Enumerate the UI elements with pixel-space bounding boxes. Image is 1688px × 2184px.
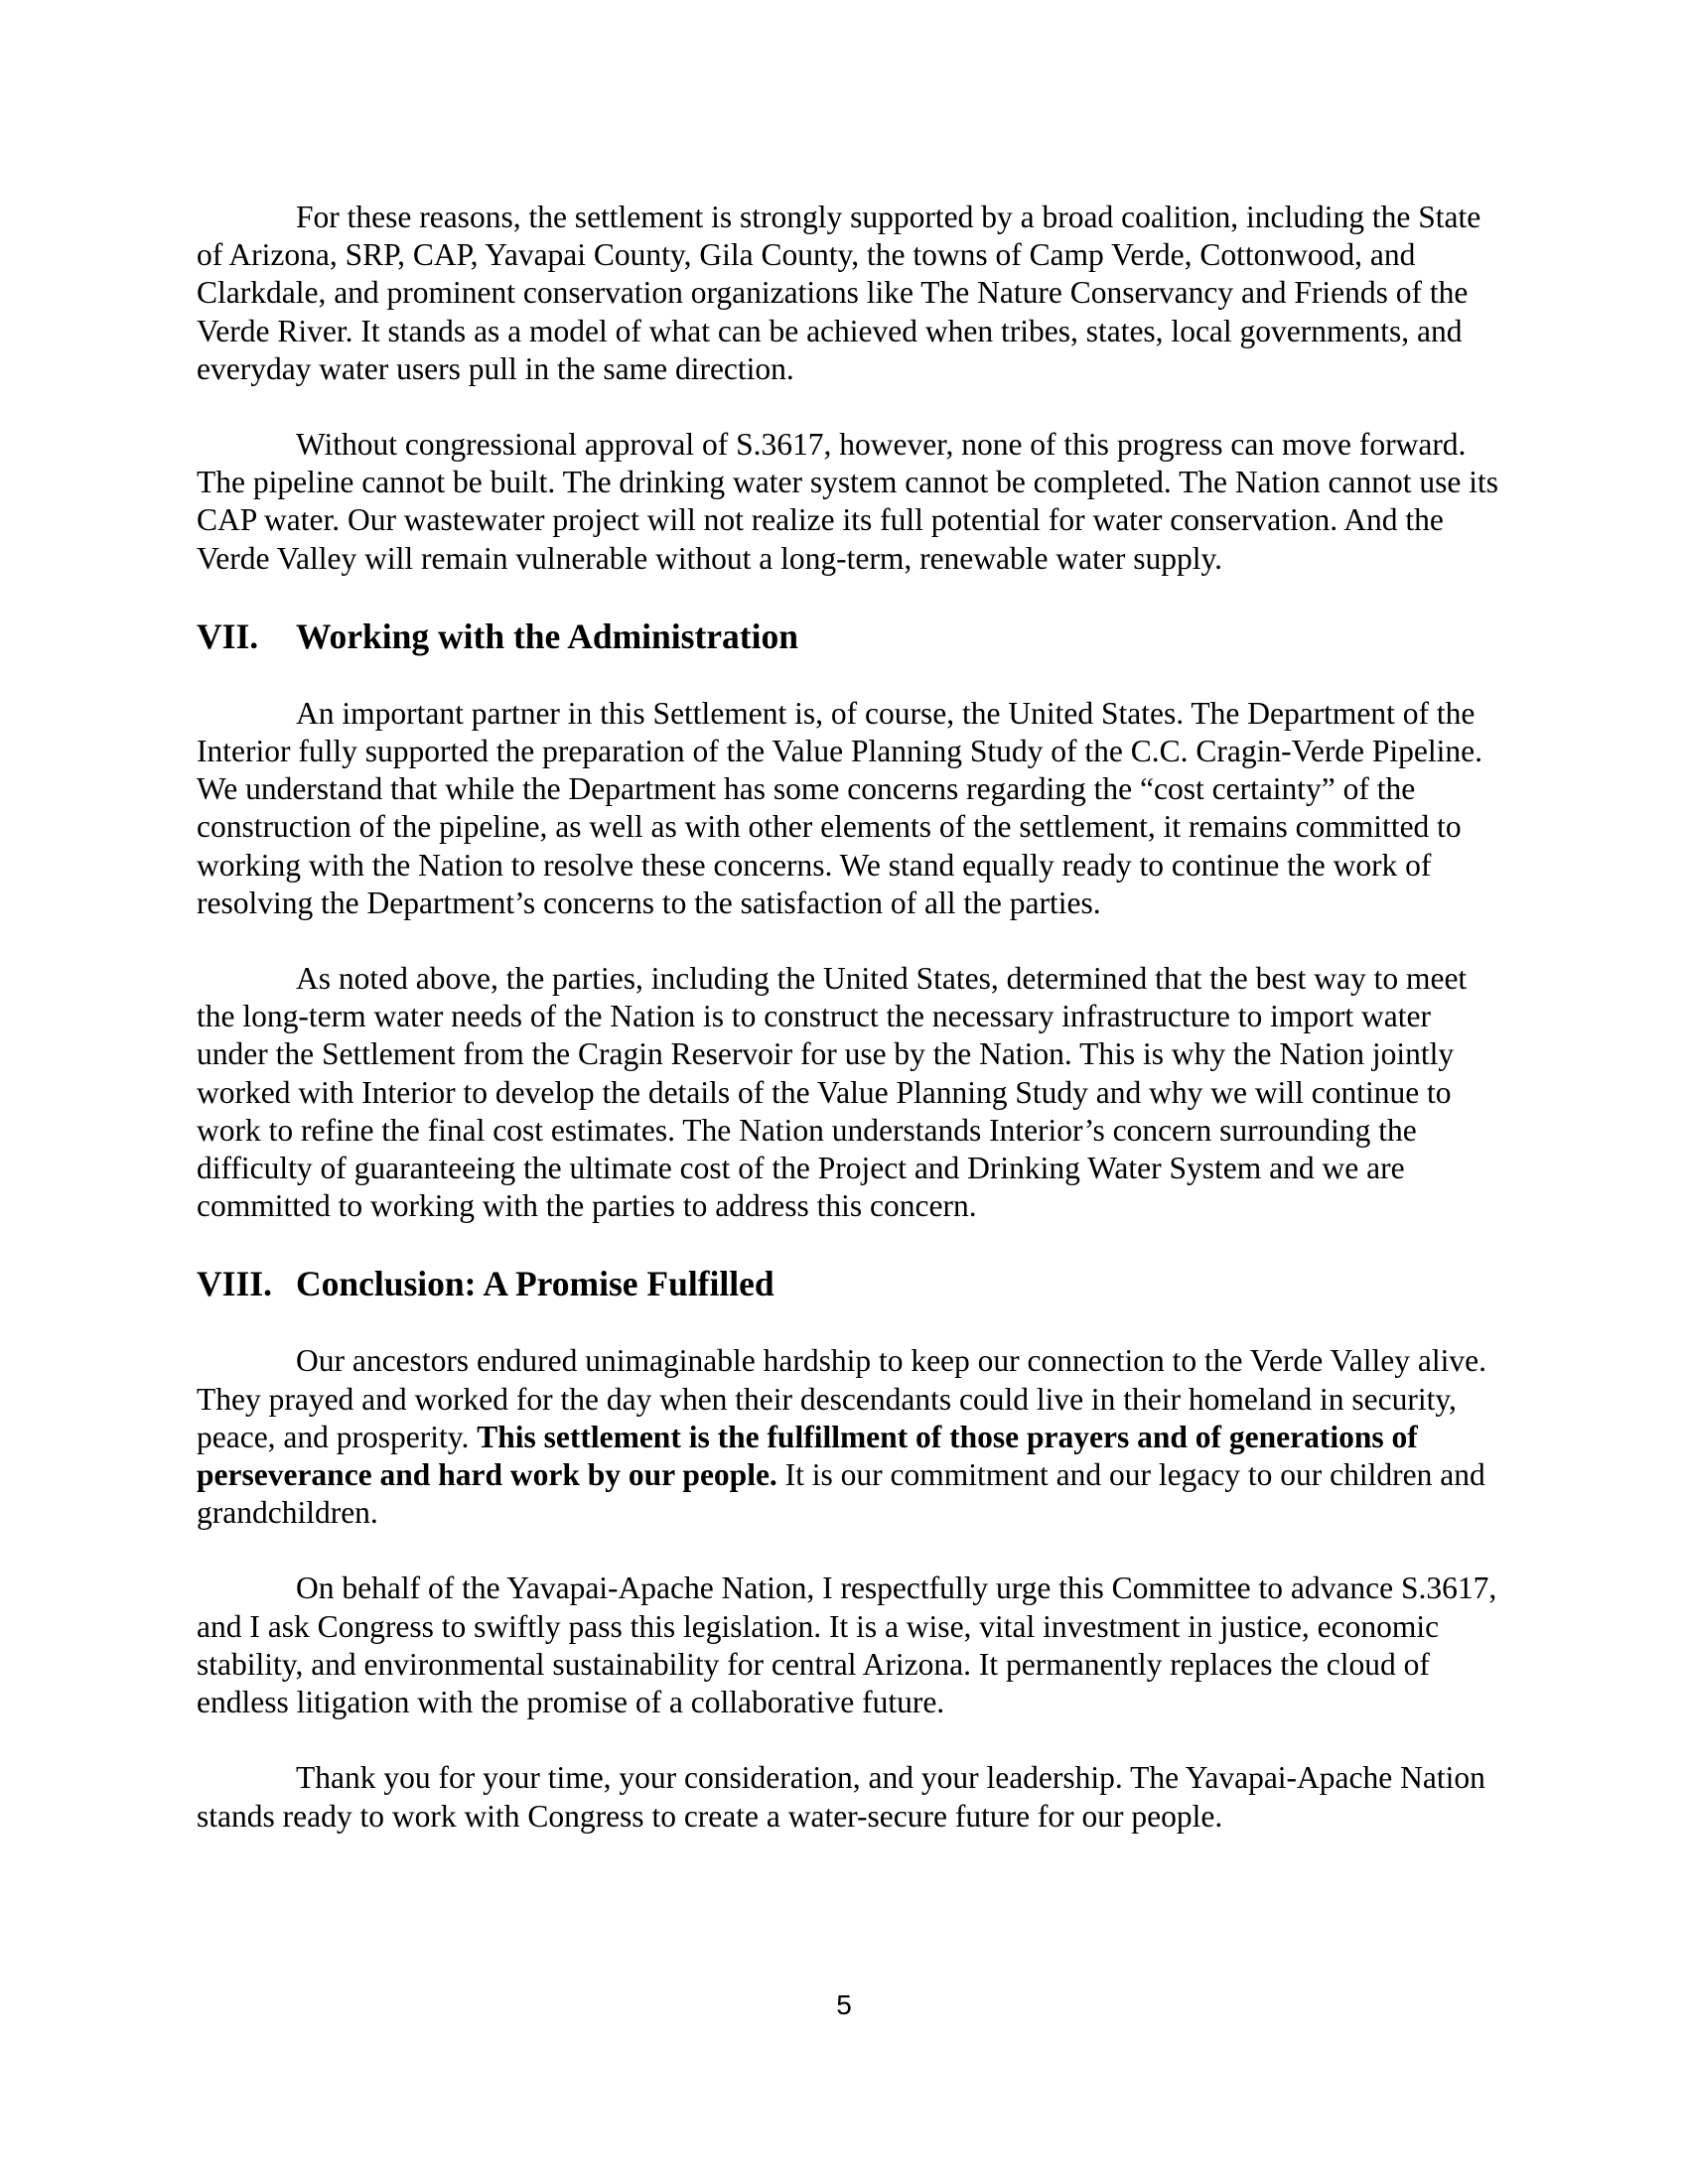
section-title: Conclusion: A Promise Fulfilled — [296, 1264, 774, 1304]
paragraph-text: It is our commitment and our legacy to our children and grandchildren. — [197, 1457, 1485, 1531]
paragraph-text: Our ancestors endured unimaginable hardship to keep our connection to the Verde Valley alive. They prayed and worked for the day when their descendants could live in their homeland in security, peace, and prosperity. — [197, 1343, 1486, 1454]
section-heading-viii — [197, 1263, 1499, 1304]
paragraph-ancestors — [197, 1342, 1499, 1532]
section-number: VII. — [197, 615, 259, 656]
paragraph-noted-above: As noted above, the parties, including the United States, determined that the best way to meet the long-term water needs of the Nation is to construct the necessary infrastructure to import water under the Settlement from the Cragin Reservoir for use by the Nation. This is why the Nation jointly worked with Interior to develop the details of the Value Planning Study and why we will continue to work to refine the final cost estimates. The Nation understands Interior’s concern surrounding the difficulty of guaranteeing the ultimate cost of the Project and Drinking Water System and we are committed to working with the parties to address this concern. — [197, 961, 1468, 1224]
section-number: VIII. — [197, 1264, 272, 1304]
document-page — [197, 199, 1499, 1873]
paragraph-important-partner: An important partner in this Settlement is, of course, the United States. The Department of the Interior fully supported the preparation of the Value Planning Study of the C.C. Cragin-Verde Pipeline. We understand that while the Department has some concerns regarding the “cost certainty” of the construction of the pipeline, as well as with other elements of the settlement, it remains committed to working with the Nation to resolve these concerns. We stand equally ready to continue the work of resolving the Department’s concerns to the satisfaction of all the parties. — [197, 695, 1483, 920]
section-heading-vii — [197, 615, 1499, 657]
paragraph-thank-you: Thank you for your time, your consideration, and your leadership. The Yavapai-Apache Nation stands ready to work with Congress to create a water-secure future for our people. — [197, 1760, 1485, 1834]
paragraph-coalition-support: For these reasons, the settlement is strongly supported by a broad coalition, including the State of Arizona, SRP, CAP, Yavapai County, Gila County, the towns of Camp Verde, Cottonwood, and Clarkdale, and prominent conservation organizations like The Nature Conservancy and Friends of the Verde River. It stands as a model of what can be achieved when tribes, states, local governments, and everyday water users pull in the same direction. — [197, 200, 1481, 386]
bold-statement: This settlement is the fulfillment of those prayers and of generations of perseverance and hard work by our people. — [197, 1419, 1418, 1493]
paragraph-urge-committee: On behalf of the Yavapai-Apache Nation, I respectfully urge this Committee to advance S.3617, and I ask Congress to swiftly pass this legislation. It is a wise, vital investment in justice, economic stability, and environmental sustainability for central Arizona. It permanently replaces the cloud of endless litigation with the promise of a collaborative future. — [197, 1570, 1497, 1720]
paragraph-congressional-approval: Without congressional approval of S.3617, however, none of this progress can move forward. The pipeline cannot be built. The drinking water system cannot be completed. The Nation cannot use its CAP water. Our wastewater project will not realize its full potential for water conservation. And the Verde Valley will remain vulnerable without a long-term, renewable water supply. — [197, 427, 1498, 576]
page-number: 5 — [836, 1989, 852, 2020]
section-title: Working with the Administration — [296, 615, 798, 656]
